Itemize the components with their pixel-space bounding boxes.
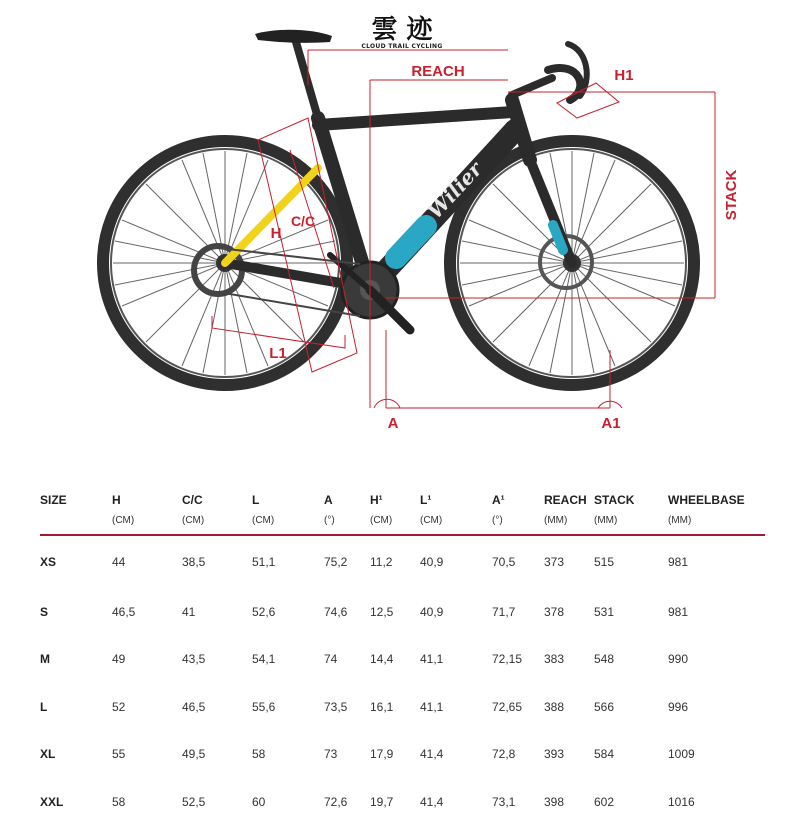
column-unit: (CM): [420, 515, 443, 526]
table-cell: 72,65: [492, 699, 523, 714]
label-h1: H1: [614, 67, 634, 84]
table-cell: 548: [594, 652, 615, 667]
bike-frame: [225, 42, 587, 288]
table-cell: 44: [112, 555, 126, 569]
logo-subtitle: CLOUD TRAIL CYCLING: [361, 43, 443, 50]
table-cell: 58: [252, 747, 266, 762]
table-cell: 72,6: [324, 794, 348, 809]
table-cell: 566: [594, 699, 615, 714]
logo-main: 雲 迹: [371, 15, 433, 45]
column-header: [40, 493, 112, 535]
column-name: A¹: [492, 493, 505, 507]
table-cell: 51,1: [252, 555, 276, 569]
table-cell: 12,5: [370, 604, 394, 619]
table-row: [40, 535, 765, 588]
column-name: REACH: [544, 493, 587, 507]
size-cell: L: [40, 699, 48, 714]
column-unit: (CM): [370, 515, 393, 526]
label-a1: A1: [601, 415, 621, 432]
table-cell: 378: [544, 604, 565, 619]
table-cell: 16,1: [370, 699, 394, 714]
table-row: [40, 588, 765, 636]
column-unit: (°): [492, 515, 503, 526]
label-h: H: [270, 225, 282, 242]
size-cell: XL: [40, 747, 56, 762]
geometry-table-body: [40, 535, 765, 826]
table-cell: 74: [324, 652, 338, 667]
table-row: [40, 683, 765, 731]
column-header: [492, 493, 544, 535]
label-a: A: [387, 415, 399, 432]
table-cell: 996: [668, 699, 689, 714]
table-cell: 19,7: [370, 794, 394, 809]
column-header: [252, 493, 324, 535]
table-cell: 55: [112, 747, 126, 762]
table-row: [40, 778, 765, 826]
label-stack: STACK: [723, 169, 740, 221]
table-row: [40, 636, 765, 684]
table-cell: 531: [594, 604, 615, 619]
table-row: [40, 731, 765, 779]
geometry-table-header: [40, 493, 765, 535]
table-cell: 75,2: [324, 555, 348, 569]
table-cell: 46,5: [112, 604, 136, 619]
column-name: L¹: [420, 493, 432, 507]
frame-brand-text: Wilier: [422, 157, 487, 224]
column-header: [668, 493, 765, 535]
table-cell: 1009: [668, 747, 695, 762]
table-cell: 14,4: [370, 652, 394, 667]
column-name: H¹: [370, 493, 383, 507]
table-cell: 41: [182, 604, 196, 619]
table-cell: 72,8: [492, 747, 516, 762]
label-cc: C/C: [290, 213, 316, 229]
table-cell: 602: [594, 794, 615, 809]
column-unit: (CM): [112, 515, 135, 526]
table-cell: 54,1: [252, 652, 276, 667]
table-cell: 73,1: [492, 794, 516, 809]
table-cell: 41,1: [420, 699, 444, 714]
table-cell: 60: [252, 794, 266, 809]
column-name: STACK: [594, 493, 635, 507]
saddle: [255, 30, 332, 43]
column-unit: (MM): [594, 515, 618, 526]
table-cell: 17,9: [370, 747, 394, 762]
table-cell: 73,5: [324, 699, 348, 714]
column-header: [112, 493, 182, 535]
column-unit: (CM): [252, 515, 275, 526]
column-header: [370, 493, 420, 535]
table-cell: 73: [324, 747, 338, 762]
size-cell: S: [40, 604, 49, 619]
column-name: WHEELBASE: [668, 493, 745, 507]
column-name: C/C: [182, 493, 203, 507]
table-cell: 373: [544, 555, 565, 569]
size-cell: XS: [40, 555, 57, 569]
size-cell: XXL: [40, 794, 64, 809]
table-cell: 74,6: [324, 604, 348, 619]
column-name: A: [324, 493, 333, 507]
table-cell: 58: [112, 794, 126, 809]
header-row: [40, 493, 765, 535]
column-header: [324, 493, 370, 535]
table-cell: 41,4: [420, 794, 444, 809]
label-l1: L1: [269, 345, 287, 362]
column-name: H: [112, 493, 121, 507]
table-cell: 52: [112, 699, 126, 714]
table-cell: 11,2: [370, 555, 393, 569]
column-unit: (MM): [668, 515, 692, 526]
table-cell: 393: [544, 747, 565, 762]
table-cell: 49: [112, 652, 126, 667]
table-cell: 52,5: [182, 794, 206, 809]
table-cell: 49,5: [182, 747, 206, 762]
table-cell: 1016: [668, 794, 695, 809]
table-cell: 40,9: [420, 555, 444, 569]
table-cell: 990: [668, 652, 689, 667]
table-cell: 515: [594, 555, 615, 569]
column-header: [420, 493, 492, 535]
table-cell: 398: [544, 794, 565, 809]
column-header: [594, 493, 668, 535]
table-cell: 41,1: [420, 652, 444, 667]
table-cell: 41,4: [420, 747, 444, 762]
table-cell: 981: [668, 604, 689, 619]
column-header: [182, 493, 252, 535]
table-cell: 71,7: [492, 604, 516, 619]
table-cell: 584: [594, 747, 615, 762]
label-reach: REACH: [411, 63, 465, 80]
column-unit: (°): [324, 515, 335, 526]
table-cell: 43,5: [182, 652, 206, 667]
geometry-table: [40, 493, 765, 826]
table-cell: 46,5: [182, 699, 206, 714]
table-cell: 52,6: [252, 604, 276, 619]
table-cell: 981: [668, 555, 689, 569]
column-unit: (MM): [544, 515, 568, 526]
table-cell: 72,15: [492, 652, 523, 667]
column-name: L: [252, 493, 260, 507]
table-cell: 40,9: [420, 604, 444, 619]
table-cell: 388: [544, 699, 565, 714]
table-cell: 383: [544, 652, 565, 667]
table-cell: 38,5: [182, 555, 206, 569]
column-name: SIZE: [40, 493, 67, 507]
column-unit: (CM): [182, 515, 205, 526]
cloud-trail-logo: [361, 15, 442, 50]
column-header: [544, 493, 594, 535]
table-cell: 55,6: [252, 699, 276, 714]
size-cell: M: [40, 652, 50, 667]
table-cell: 70,5: [492, 555, 516, 569]
